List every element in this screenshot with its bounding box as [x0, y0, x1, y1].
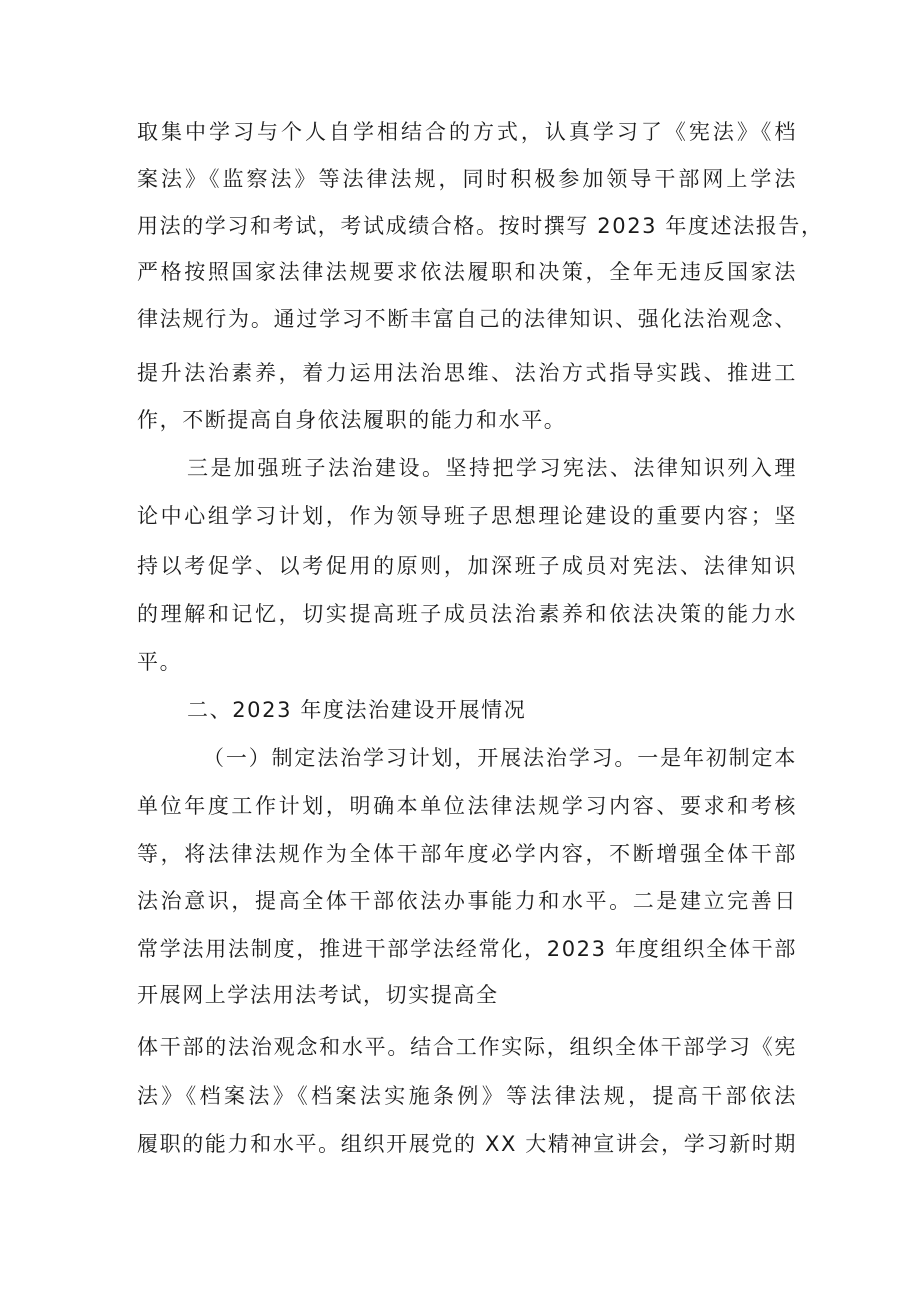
paragraph-first-line: （一）制定法治学习计划，开展法治学习。一是年初制定本 — [203, 746, 797, 770]
body-line: 论中心组学习计划，作为领导班子思想理论建设的重要内容；坚 — [137, 504, 797, 528]
body-line: 法》《档案法》《档案法实施条例》等法律法规，提高干部依法 — [137, 1084, 797, 1108]
body-line: 作，不断提高自身依法履职的能力和水平。 — [137, 408, 567, 432]
paragraph-first-line: 三是加强班子法治建设。坚持把学习宪法、法律知识列入理 — [187, 456, 797, 480]
body-line: 持以考促学、以考促用的原则，加深班子成员对宪法、法律知识 — [137, 554, 797, 578]
body-line: 履职的能力和水平。组织开展党的 XX 大精神宣讲会，学习新时期 — [137, 1132, 797, 1156]
body-line: 取集中学习与个人自学相结合的方式，认真学习了《宪法》《档 — [137, 120, 797, 144]
body-line: 体干部的法治观念和水平。结合工作实际，组织全体干部学习《宪 — [137, 1035, 797, 1059]
body-line: 用法的学习和考试，考试成绩合格。按时撰写 2023 年度述法报告， — [137, 214, 824, 238]
section-heading: 二、2023 年度法治建设开展情况 — [187, 698, 527, 722]
body-line: 法治意识，提高全体干部依法办事能力和水平。二是建立完善日 — [137, 889, 797, 913]
body-line: 单位年度工作计划，明确本单位法律法规学习内容、要求和考核 — [137, 794, 797, 818]
body-line: 提升法治素养，着力运用法治思维、法治方式指导实践、推进工 — [137, 361, 797, 385]
body-line: 常学法用法制度，推进干部学法经常化，2023 年度组织全体干部 — [137, 937, 797, 961]
body-line: 的理解和记忆，切实提高班子成员法治素养和依法决策的能力水 — [137, 602, 797, 626]
body-line: 开展网上学法用法考试，切实提高全 — [137, 983, 499, 1007]
body-line: 律法规行为。通过学习不断丰富自己的法律知识、强化法治观念、 — [137, 307, 797, 331]
body-line: 等，将法律法规作为全体干部年度必学内容，不断增强全体干部 — [137, 842, 797, 866]
body-line: 严格按照国家法律法规要求依法履职和决策，全年无违反国家法 — [137, 260, 797, 284]
body-line: 案法》《监察法》等法律法规，同时积极参加领导干部网上学法 — [137, 167, 797, 191]
body-line: 平。 — [137, 650, 183, 674]
